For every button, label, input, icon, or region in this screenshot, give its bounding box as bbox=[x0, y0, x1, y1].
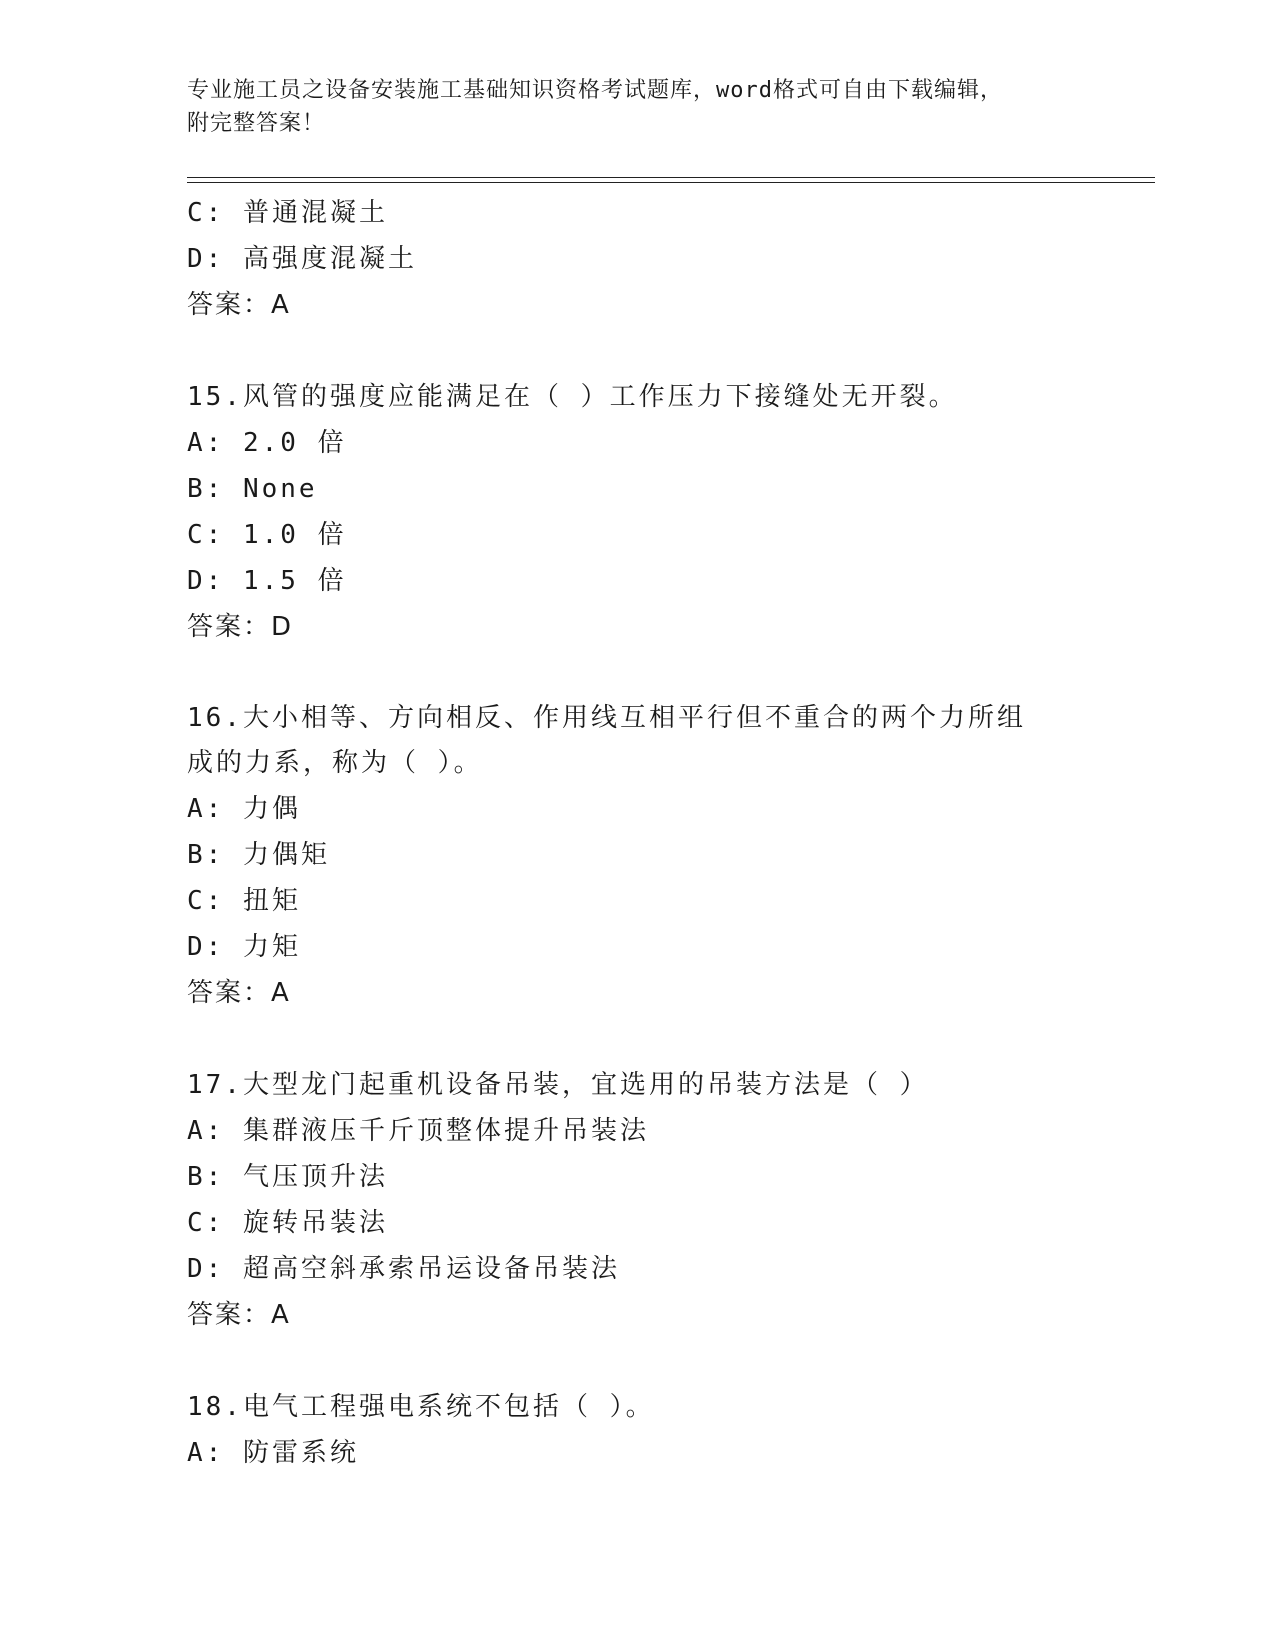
option-b: B: 气压顶升法 bbox=[187, 1162, 388, 1192]
header-line-1: 专业施工员之设备安装施工基础知识资格考试题库，word格式可自由下载编辑， bbox=[187, 78, 1003, 103]
question-stem: 17.大型龙门起重机设备吊装，宜选用的吊装方法是（ ） bbox=[187, 1070, 929, 1100]
option-c: C: 旋转吊装法 bbox=[187, 1208, 388, 1238]
option-d: D: 力矩 bbox=[187, 932, 301, 962]
question-list bbox=[187, 190, 1087, 1476]
option-c: C: 普通混凝土 bbox=[187, 198, 388, 228]
header-rule-top bbox=[187, 177, 1155, 178]
option-c: C: 扭矩 bbox=[187, 886, 301, 916]
spacer bbox=[187, 1016, 1087, 1062]
question-16 bbox=[187, 696, 1087, 1016]
question-14-continued bbox=[187, 190, 1087, 328]
option-d: D: 1.5 倍 bbox=[187, 566, 347, 596]
option-a: A: 力偶 bbox=[187, 794, 301, 824]
option-a: A: 集群液压千斤顶整体提升吊装法 bbox=[187, 1116, 649, 1146]
spacer bbox=[187, 328, 1087, 374]
spacer bbox=[187, 650, 1087, 696]
question-18 bbox=[187, 1384, 1087, 1476]
document-header bbox=[187, 74, 1067, 140]
option-d: D: 高强度混凝土 bbox=[187, 244, 417, 274]
option-b: B: 力偶矩 bbox=[187, 840, 330, 870]
answer: 答案：A bbox=[187, 290, 291, 320]
option-a: A: 2.0 倍 bbox=[187, 428, 347, 458]
header-line-2: 附完整答案！ bbox=[187, 111, 326, 136]
spacer bbox=[187, 1338, 1087, 1384]
header-rule-bottom bbox=[187, 182, 1155, 183]
question-17 bbox=[187, 1062, 1087, 1338]
question-15 bbox=[187, 374, 1087, 650]
answer: 答案：A bbox=[187, 978, 291, 1008]
answer: 答案：D bbox=[187, 612, 294, 642]
question-stem: 18.电气工程强电系统不包括（ ）。 bbox=[187, 1392, 655, 1422]
question-stem: 16.大小相等、方向相反、作用线互相平行但不重合的两个力所组成的力系，称为（ ）。 bbox=[187, 703, 1026, 778]
option-c: C: 1.0 倍 bbox=[187, 520, 347, 550]
question-stem: 15.风管的强度应能满足在（ ）工作压力下接缝处无开裂。 bbox=[187, 382, 958, 412]
option-a: A: 防雷系统 bbox=[187, 1438, 359, 1468]
option-b: B: None bbox=[187, 474, 318, 504]
answer: 答案：A bbox=[187, 1300, 291, 1330]
option-d: D: 超高空斜承索吊运设备吊装法 bbox=[187, 1254, 620, 1284]
